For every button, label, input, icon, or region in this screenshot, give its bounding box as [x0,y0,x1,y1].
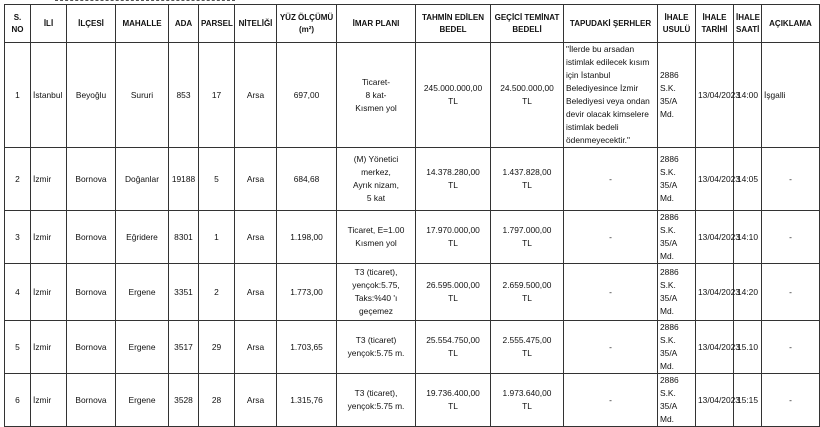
table-row [5,43,820,148]
cell-usul: 2886 S.K. 35/A Md. [658,43,696,148]
cell-tarih: 13/04/2023 [696,374,734,427]
cell-mahalle: Doğanlar [116,148,169,211]
cell-no: 4 [5,264,31,321]
cell-il: İzmir [31,321,67,374]
cell-nitelik: Arsa [235,211,277,264]
table-row [5,374,820,427]
cell-aciklama: İşgalli [762,43,820,148]
cell-ilce: Bornova [67,264,116,321]
cell-parsel: 29 [199,321,235,374]
cell-il: İzmir [31,148,67,211]
cell-aciklama: - [762,148,820,211]
cell-usul: 2886 S.K. 35/A Md. [658,374,696,427]
cell-usul: 2886 S.K. 35/A Md. [658,148,696,211]
table-row [5,211,820,264]
cell-teminat: 24.500.000,00 TL [491,43,564,148]
col-header-teminat: GEÇİCİ TEMİNAT BEDELİ [491,5,564,43]
cell-tahmin: 14.378.280,00 TL [416,148,491,211]
cell-ilce: Beyoğlu [67,43,116,148]
cell-mahalle: Ergene [116,264,169,321]
cell-nitelik: Arsa [235,43,277,148]
cell-usul: 2886 S.K. 35/A Md. [658,321,696,374]
cell-no: 2 [5,148,31,211]
cell-no: 3 [5,211,31,264]
cell-imar: T3 (ticaret), yençok:5.75 m. [337,374,416,427]
col-header-ilce: İLÇESİ [67,5,116,43]
col-header-aciklama: AÇIKLAMA [762,5,820,43]
cell-yuz-olcumu: 697,00 [277,43,337,148]
cell-tarih: 13/04/2023 [696,264,734,321]
cell-no: 6 [5,374,31,427]
cell-nitelik: Arsa [235,264,277,321]
cell-teminat: 2.659.500,00 TL [491,264,564,321]
table-header-row [5,5,820,43]
cell-no: 5 [5,321,31,374]
col-header-ada: ADA [169,5,199,43]
cell-serh: - [564,211,658,264]
cell-ilce: Bornova [67,148,116,211]
cell-mahalle: Ergene [116,374,169,427]
cell-ilce: Bornova [67,321,116,374]
cell-saat: 15:15 [734,374,762,427]
cell-ada: 3517 [169,321,199,374]
cell-parsel: 1 [199,211,235,264]
cell-teminat: 2.555.475,00 TL [491,321,564,374]
cell-nitelik: Arsa [235,321,277,374]
col-header-il: İLİ [31,5,67,43]
cell-ilce: Bornova [67,211,116,264]
col-header-usul: İHALE USULÜ [658,5,696,43]
cell-mahalle: Sururi [116,43,169,148]
cell-imar: T3 (ticaret) yençok:5.75 m. [337,321,416,374]
cell-serh: - [564,264,658,321]
cell-parsel: 2 [199,264,235,321]
cell-saat: 14:05 [734,148,762,211]
cell-aciklama: - [762,374,820,427]
cell-parsel: 28 [199,374,235,427]
cell-imar: T3 (ticaret), yençok:5.75, Taks:%40 'ı geçemez [337,264,416,321]
cell-ada: 19188 [169,148,199,211]
cell-mahalle: Eğridere [116,211,169,264]
cell-tahmin: 25.554.750,00 TL [416,321,491,374]
col-header-tahmin: TAHMİN EDİLEN BEDEL [416,5,491,43]
cell-tarih: 13/04/2023 [696,321,734,374]
cell-ada: 853 [169,43,199,148]
col-header-parsel: PARSEL [199,5,235,43]
cell-aciklama: - [762,321,820,374]
col-header-serh: TAPUDAKİ ŞERHLER [564,5,658,43]
cell-teminat: 1.797.000,00 TL [491,211,564,264]
cell-ada: 3351 [169,264,199,321]
cell-il: İstanbul [31,43,67,148]
cell-imar: Ticaret- 8 kat- Kısmen yol [337,43,416,148]
cell-tahmin: 26.595.000,00 TL [416,264,491,321]
cell-serh: - [564,148,658,211]
cell-tahmin: 245.000.000,00 TL [416,43,491,148]
cell-tahmin: 17.970.000,00 TL [416,211,491,264]
cell-aciklama: - [762,264,820,321]
cell-teminat: 1.437.828,00 TL [491,148,564,211]
cell-yuz-olcumu: 1.703,65 [277,321,337,374]
cell-nitelik: Arsa [235,148,277,211]
cell-usul: 2886 S.K. 35/A Md. [658,264,696,321]
cell-teminat: 1.973.640,00 TL [491,374,564,427]
col-header-tarih: İHALE TARİHİ [696,5,734,43]
cell-ada: 3528 [169,374,199,427]
col-header-saat: İHALE SAATİ [734,5,762,43]
col-header-no: S. NO [5,5,31,43]
cell-serh: - [564,374,658,427]
col-header-nitelik: NİTELİĞİ [235,5,277,43]
cell-no: 1 [5,43,31,148]
cell-yuz-olcumu: 1.773,00 [277,264,337,321]
cell-il: İzmir [31,264,67,321]
cell-tarih: 13/04/2023 [696,148,734,211]
cell-ada: 8301 [169,211,199,264]
auction-table [4,4,820,427]
cell-saat: 14:20 [734,264,762,321]
cell-serh: - [564,321,658,374]
cell-usul: 2886 S.K. 35/A Md. [658,211,696,264]
cell-tarih: 13/04/2023 [696,43,734,148]
cell-serh: "İlerde bu arsadan istimlak edilecek kısım için İstanbul Belediyesince İzmir Belediyesi veya ondan devir olacak kimselere istimlak bedeli ödenmeyecektir." [564,43,658,148]
cell-yuz-olcumu: 1.198,00 [277,211,337,264]
cell-imar: Ticaret, E=1.00 Kısmen yol [337,211,416,264]
cell-ilce: Bornova [67,374,116,427]
cell-parsel: 17 [199,43,235,148]
cell-saat: 14:10 [734,211,762,264]
cell-yuz-olcumu: 1.315,76 [277,374,337,427]
col-header-mahalle: MAHALLE [116,5,169,43]
col-header-yuz-olcumu: YÜZ ÖLÇÜMÜ (m²) [277,5,337,43]
cell-parsel: 5 [199,148,235,211]
col-header-imar: İMAR PLANI [337,5,416,43]
table-row [5,264,820,321]
table-row [5,148,820,211]
cell-yuz-olcumu: 684,68 [277,148,337,211]
cell-saat: 14:00 [734,43,762,148]
cell-saat: 15.10 [734,321,762,374]
cell-imar: (M) Yönetici merkez, Ayrık nizam, 5 kat [337,148,416,211]
cell-mahalle: Ergene [116,321,169,374]
cell-tahmin: 19.736.400,00 TL [416,374,491,427]
cell-nitelik: Arsa [235,374,277,427]
cell-il: İzmir [31,374,67,427]
top-divider [55,0,235,3]
cell-tarih: 13/04/2023 [696,211,734,264]
table-row [5,321,820,374]
cell-il: İzmir [31,211,67,264]
cell-aciklama: - [762,211,820,264]
